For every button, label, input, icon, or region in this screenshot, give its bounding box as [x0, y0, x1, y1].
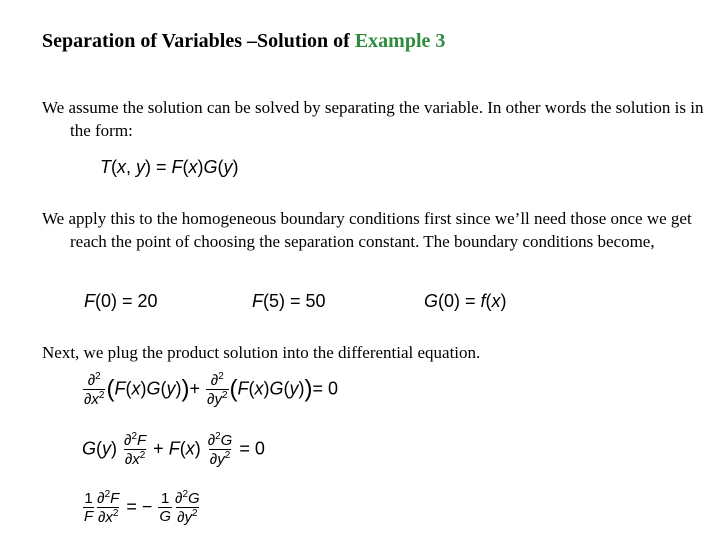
paragraph-assume: We assume the solution can be solved by separating the variable. In other words the solution is in the form:	[42, 98, 704, 140]
equation-pde-line2: G(y) $\frac{\partial^2F}{\partial x^2}$ + F(x) $\frac{\partial^2G}{\partial y^2}$ = 0	[82, 431, 265, 468]
title-accent: Example 3	[354, 30, 446, 52]
slide-title	[42, 30, 445, 53]
paragraph-apply: We apply this to the homogeneous boundary conditions first since we’ll need those once we get reach the point of choosing the separation constant. The boundary conditions become,	[42, 209, 692, 251]
title-main: Separation of Variables –Solution of	[42, 30, 355, 52]
equation-product-form: T(x, y) = F(x)G(y)	[100, 157, 239, 177]
equation-bc2: F(5) = 50	[252, 291, 326, 311]
equation-bc3: G(0) = f(x)	[424, 291, 507, 311]
equation-pde-line1: $\frac{\partial^2}{\partial x^2}$ (F(x)G(y))+ $\frac{\partial^2}{\partial y^2}$ (F(x)G(y))= 0	[84, 371, 339, 408]
equation-pde-line3: $\frac{1}{F}$ $\frac{\partial^2F}{\partial x^2}$ = − $\frac{1}{G}$ $\frac{\partial^2G}{\partial y^2}$	[84, 489, 200, 526]
paragraph-next: Next, we plug the product solution into the differential equation.	[42, 343, 481, 362]
equation-bc1: F(0) = 20	[84, 291, 158, 311]
